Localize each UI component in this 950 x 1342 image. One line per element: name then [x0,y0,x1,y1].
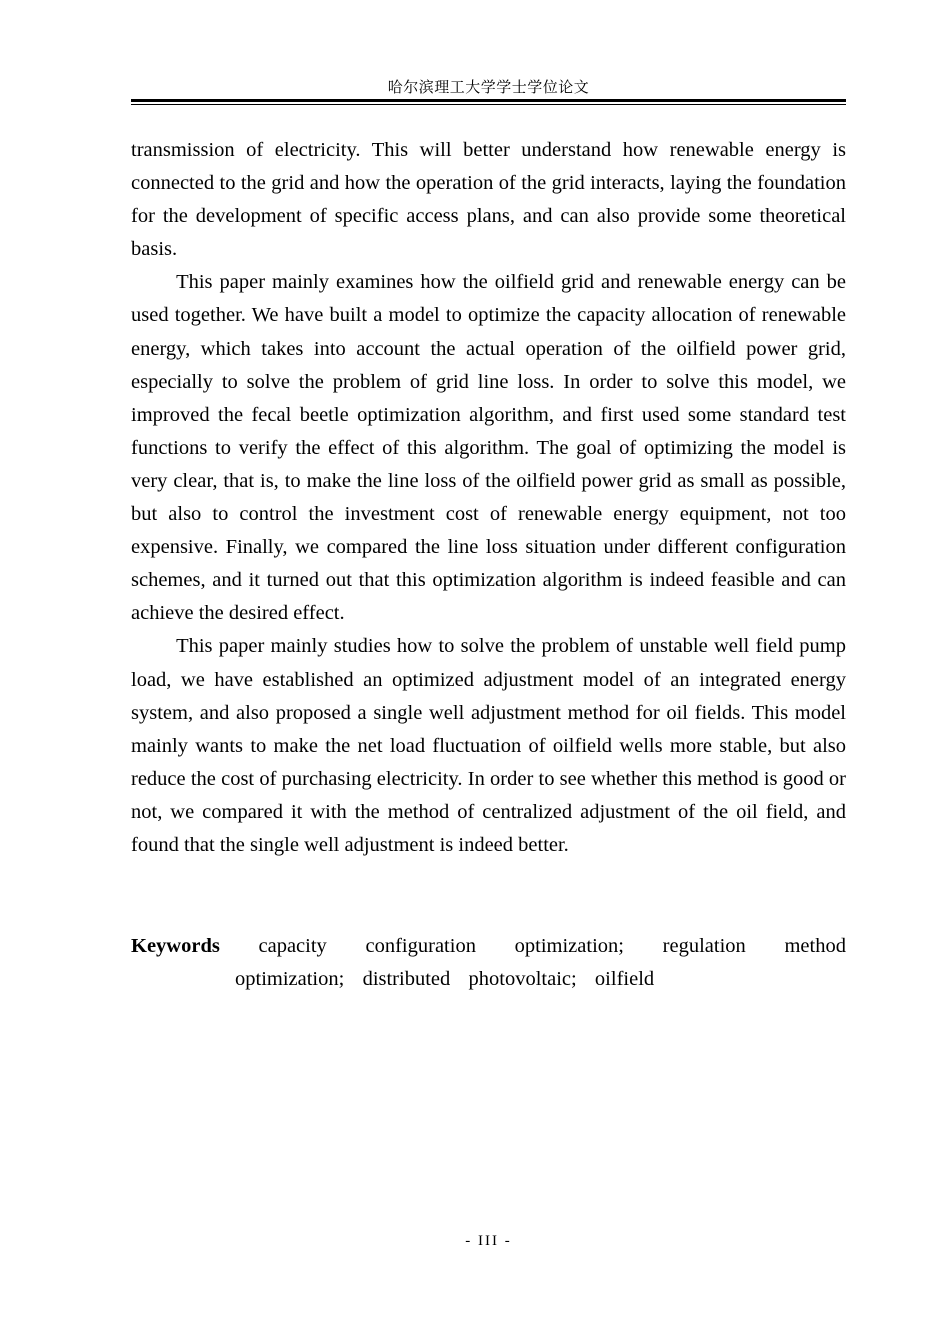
paragraph-1: transmission of electricity. This will better understand how renewable energy is connected to the grid and how the operation of the grid interacts, laying the foundation for the development of specific access plans, and can also provide some theoretical basis. [131,139,846,261]
paragraph-3: This paper mainly studies how to solve the problem of unstable well field pump load, we have established an optimized adjustment model of an integrated energy system, and also proposed a single well adjustment method for oil fields. This model mainly wants to make the net load fluctuation of oilfield wells more stable, but also reduce the cost of purchasing electricity. In order to see whether this method is good or not, we compared it with the method of centralized adjustment of the oil field, and found that the single well adjustment is indeed better. [131,635,846,856]
keyword-term: configuration [365,935,476,957]
paragraph-2: This paper mainly examines how the oilfield grid and renewable energy can be used together. We have built a model to optimize the capacity allocation of renewable energy, which takes into account the actual operation of the oilfield power grid, especially to solve the problem of grid line loss. In order to solve this model, we improved the fecal beetle optimization algorithm, and first used some standard test functions to verify the effect of this algorithm. The goal of optimizing the model is very clear, that is, to make the line loss of the oilfield power grid as small as possible, but also to control the investment cost of renewable energy equipment, not too expensive. Finally, we compared the line loss situation under different configuration schemes, and it turned out that this optimization algorithm is indeed feasible and can achieve the desired effect. [131,271,846,625]
keyword-term: capacity [258,935,327,957]
keywords-label: Keywords [131,935,220,957]
abstract-body [131,134,846,862]
header-title: 哈尔滨理工大学学士学位论文 [387,80,590,96]
keywords-line-2 [131,963,846,996]
header-rule-thick [131,99,846,102]
page-number: - III - [465,1233,512,1249]
keyword-term: method [784,935,846,957]
keyword-term: regulation [662,935,746,957]
keyword-term: optimization; [514,935,624,957]
header-rule-thin [131,104,846,105]
keywords-line-1 [131,930,846,963]
keywords-block [131,930,846,996]
keywords-continuation: optimization; distributed photovoltaic; oilfield [235,968,655,990]
